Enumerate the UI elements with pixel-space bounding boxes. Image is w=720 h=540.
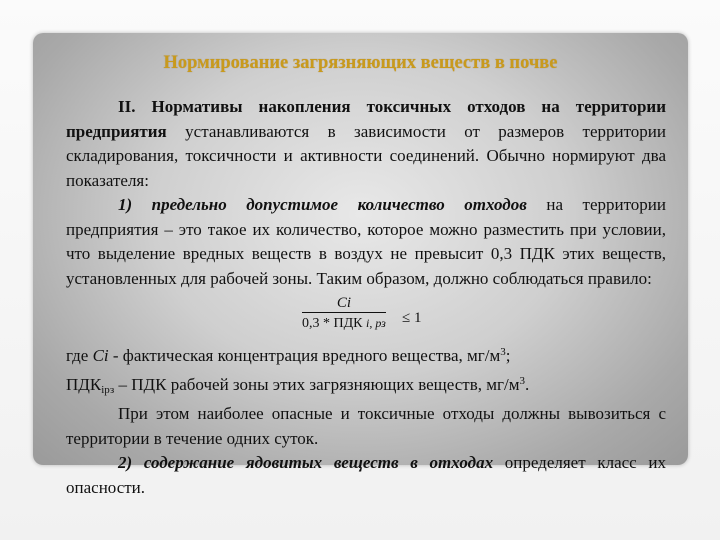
formula xyxy=(66,294,666,336)
formula-fraction xyxy=(302,294,386,333)
formula-denominator: 0,3 * ПДК i, рз xyxy=(302,316,386,331)
paragraph-removal: При этом наиболее опасные и токсичные отходы должны вывозиться с территории в течение одних суток. xyxy=(66,404,666,448)
item-2-text: определяет класс их опасности. xyxy=(66,453,666,497)
symbol-ci: Ci xyxy=(92,346,109,365)
pdk-subscript: iрз xyxy=(101,383,115,396)
formula-relation: ≤ 1 xyxy=(402,310,422,326)
norms-heading: II. Нормативы накопления токсичных отходов на территории предприятия xyxy=(66,97,666,141)
item-2-label: 2) содержание ядовитых веществ в отходах xyxy=(118,453,494,472)
formula-numerator: Ci xyxy=(336,295,352,311)
norms-text: устанавливаются в зависимости от размеров территории складирования, токсичности и активности соединений. Обычно нормируют два показателя: xyxy=(66,121,666,190)
item-1-text: на территории предприятия – это такое их количество, которое можно разместить при условии, что выделение вредных веществ в воздух не превысит 0,3 ПДК этих веществ, установленных для рабочей зоны. Таким образом, должно соблюдаться правило: xyxy=(66,195,666,288)
formula-denominator-subscript: i, рз xyxy=(366,316,386,330)
definition-pdk: $ПДК_{iрз}$ – ПДК рабочей зоны этих загрязняющих веществ, $мг/м^3$. xyxy=(66,374,530,396)
paragraph-norms xyxy=(66,95,666,193)
definition-ci: где Ci - фактическая концентрация вредного вещества, $мг/м^3$; xyxy=(66,346,511,365)
item-1-label: 1) предельно допустимое количество отходов xyxy=(118,195,527,214)
paragraph-toxic-content xyxy=(66,451,666,500)
paragraph-max-quantity xyxy=(66,193,666,291)
slide-body xyxy=(66,95,666,500)
slide-title: Нормирование загрязняющих веществ в почве xyxy=(163,53,558,73)
